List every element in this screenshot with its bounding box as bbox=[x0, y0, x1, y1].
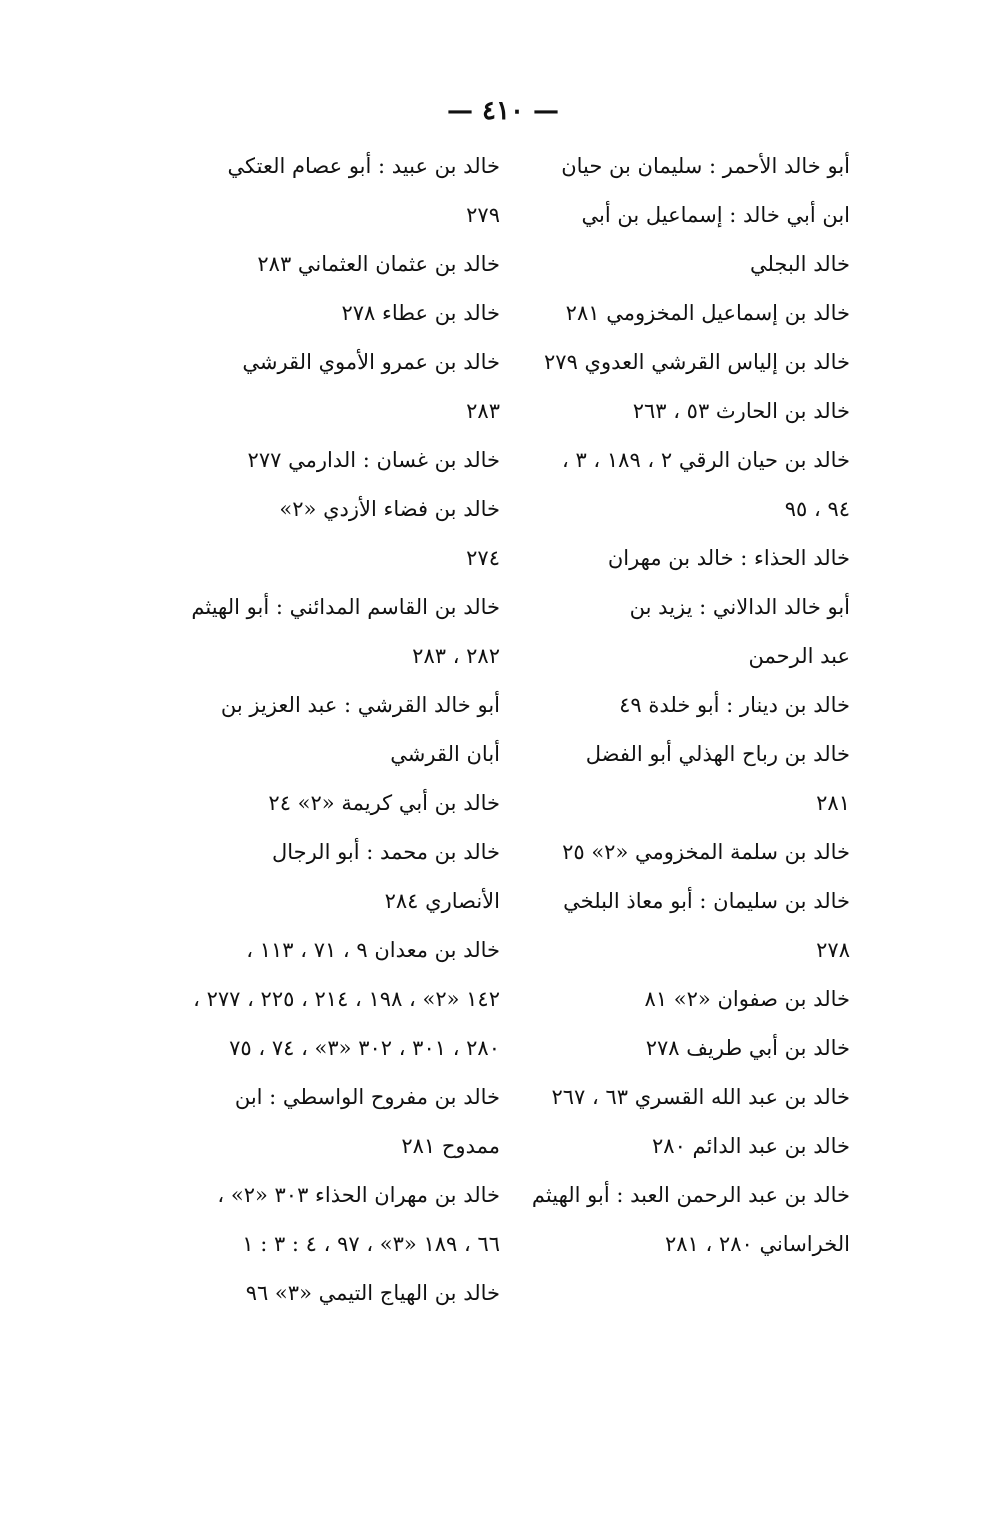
index-entry bbox=[192, 1269, 500, 1318]
index-entry-continuation: خالد البجلي bbox=[749, 252, 850, 276]
index-entry bbox=[192, 338, 500, 436]
index-column-right bbox=[531, 142, 850, 1269]
index-entry bbox=[550, 828, 850, 877]
index-entry-text: خالد بن الهياج التيمي «٣» ٩٦ bbox=[245, 1281, 500, 1305]
index-entry-text: خالد بن حيان الرقي ٢ ، ١٨٩ ، ٣ ، bbox=[562, 448, 850, 472]
index-entry-text: خالد بن دينار : أبو خلدة ٤٩ bbox=[619, 693, 850, 717]
index-entry-continuation: ممدوح ٢٨١ bbox=[401, 1134, 500, 1158]
index-entry-text: خالد بن رباح الهذلي أبو الفضل bbox=[585, 742, 850, 766]
index-entry-continuation: ٢٧٩ bbox=[466, 203, 500, 227]
index-entry-continuation: ٢٨٢ ، ٢٨٣ bbox=[412, 644, 500, 668]
index-entry bbox=[192, 436, 500, 485]
page-number: — ٤١٠ — bbox=[446, 96, 560, 126]
index-entry bbox=[192, 681, 500, 779]
index-entry-text: خالد بن سلمة المخزومي «٢» ٢٥ bbox=[562, 840, 850, 864]
index-entry-text: خالد بن عبد الله القسري ٦٣ ، ٢٦٧ bbox=[551, 1085, 850, 1109]
index-entry-continuation: ٦٦ ، ١٨٩ «٣» ، ٩٧ ، ٤ : ٣ : ١ bbox=[242, 1232, 500, 1256]
index-entry-text: خالد بن إلياس القرشي العدوي ٢٧٩ bbox=[544, 350, 850, 374]
index-entry bbox=[550, 289, 850, 338]
index-entry-text: خالد بن إسماعيل المخزومي ٢٨١ bbox=[565, 301, 850, 325]
index-entry-continuation: الخراساني ٢٨٠ ، ٢٨١ bbox=[664, 1232, 850, 1256]
index-entry-continuation: عبد الرحمن bbox=[748, 644, 850, 668]
index-entry bbox=[531, 1171, 850, 1269]
index-entry bbox=[550, 191, 850, 289]
index-entry bbox=[192, 779, 500, 828]
index-entry-text: خالد بن الحارث ٥٣ ، ٢٦٣ bbox=[632, 399, 850, 423]
index-entry-text: خالد بن عبيد : أبو عصام العتكي bbox=[227, 154, 500, 178]
index-entry-text: ابن أبي خالد : إسماعيل بن أبي bbox=[581, 203, 850, 227]
index-entry-continuation: ٢٨٠ ، ٣٠١ ، ٣٠٢ «٣» ، ٧٤ ، ٧٥ bbox=[229, 1036, 500, 1060]
index-entry-text: خالد بن عبد الرحمن العبد : أبو الهيثم bbox=[531, 1183, 850, 1207]
index-entry-continuation: ١٤٢ «٢» ، ١٩٨ ، ٢١٤ ، ٢٢٥ ، ٢٧٧ ، bbox=[193, 987, 500, 1011]
index-entry-text: خالد بن محمد : أبو الرجال bbox=[271, 840, 500, 864]
index-entry-text: خالد بن مهران الحذاء ٣٠٣ «٢» ، bbox=[217, 1183, 500, 1207]
index-entry-text: أبو خالد القرشي : عبد العزيز بن bbox=[220, 693, 500, 717]
index-entry bbox=[192, 240, 500, 289]
index-entry-continuation: ٢٧٨ bbox=[816, 938, 850, 962]
index-entry-text: أبو خالد الدالاني : يزيد بن bbox=[629, 595, 850, 619]
index-entry-text: خالد بن معدان ٩ ، ٧١ ، ١١٣ ، bbox=[246, 938, 500, 962]
index-entry-continuation: ٢٨٣ bbox=[466, 399, 500, 423]
index-entry-text: خالد بن عطاء ٢٧٨ bbox=[341, 301, 500, 325]
index-entry-text: خالد بن عمرو الأموي القرشي bbox=[242, 350, 500, 374]
index-entry-text: خالد بن غسان : الدارمي ٢٧٧ bbox=[247, 448, 500, 472]
index-entry bbox=[192, 1171, 500, 1269]
index-entry-text: أبو خالد الأحمر : سليمان بن حيان bbox=[561, 154, 850, 178]
index-entry-continuation: أبان القرشي bbox=[390, 742, 500, 766]
index-entry-text: خالد بن عثمان العثماني ٢٨٣ bbox=[257, 252, 500, 276]
index-entry bbox=[550, 436, 850, 534]
index-entry-text: خالد بن مفروح الواسطي : ابن bbox=[234, 1085, 500, 1109]
index-entry-continuation: ٢٧٤ bbox=[466, 546, 500, 570]
index-entry bbox=[192, 828, 500, 926]
index-entry-continuation: ٢٨١ bbox=[816, 791, 850, 815]
index-entry bbox=[550, 583, 850, 681]
index-entry-text: خالد الحذاء : خالد بن مهران bbox=[607, 546, 850, 570]
index-entry bbox=[550, 877, 850, 975]
index-entry-text: خالد بن أبي طريف ٢٧٨ bbox=[645, 1036, 850, 1060]
index-entry-text: خالد بن القاسم المدائني : أبو الهيثم bbox=[191, 595, 500, 619]
index-entry bbox=[192, 583, 500, 681]
index-entry-continuation: ٩٤ ، ٩٥ bbox=[784, 497, 850, 521]
index-entry-continuation: الأنصاري ٢٨٤ bbox=[384, 889, 500, 913]
index-entry bbox=[550, 387, 850, 436]
index-entry bbox=[192, 485, 500, 583]
index-entry bbox=[550, 1024, 850, 1073]
index-entry-text: خالد بن سليمان : أبو معاذ البلخي bbox=[563, 889, 850, 913]
index-entry-text: خالد بن فضاء الأزدي «٢» bbox=[279, 497, 500, 521]
index-entry bbox=[192, 289, 500, 338]
index-entry bbox=[544, 338, 850, 387]
index-entry-text: خالد بن أبي كريمة «٢» ٢٤ bbox=[268, 791, 500, 815]
index-entry bbox=[192, 1073, 500, 1171]
index-entry bbox=[192, 926, 500, 1073]
index-entry bbox=[192, 142, 500, 240]
index-entry bbox=[550, 681, 850, 730]
index-entry-text: خالد بن عبد الدائم ٢٨٠ bbox=[652, 1134, 850, 1158]
index-entry-text: خالد بن صفوان «٢» ٨١ bbox=[644, 987, 850, 1011]
index-entry bbox=[550, 534, 850, 583]
index-entry bbox=[550, 975, 850, 1024]
index-entry bbox=[550, 1073, 850, 1122]
index-entry bbox=[550, 730, 850, 828]
index-entry bbox=[550, 142, 850, 191]
index-column-left bbox=[192, 142, 500, 1318]
index-entry bbox=[550, 1122, 850, 1171]
